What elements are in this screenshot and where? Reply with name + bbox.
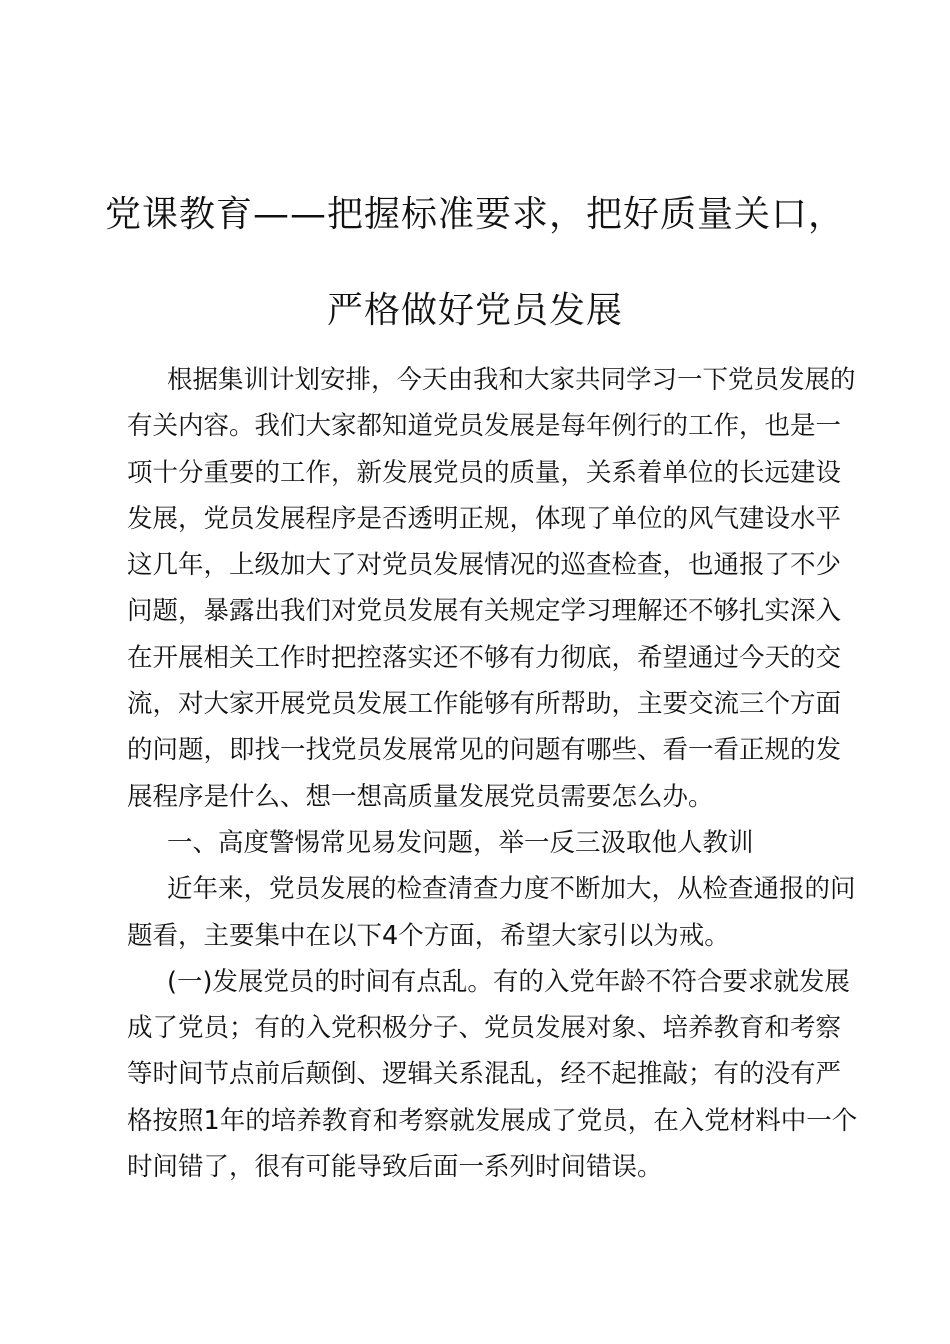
document-title-line-2: 严格做好党员发展 — [326, 290, 623, 331]
text-line: 根据集训计划安排，今天由我和大家共同学习一下党员发展的 — [167, 365, 856, 395]
document-body — [127, 357, 857, 1190]
text-line: 流，对大家开展党员发展工作能够有所帮助，主要交流三个方面 — [127, 689, 842, 720]
paragraph-intro — [127, 357, 857, 820]
text-line: 成了党员；有的入党积极分子、党员发展对象、培养教育和考察 — [127, 1013, 842, 1044]
text-line: 有关内容。我们大家都知道党员发展是每年例行的工作，也是一 — [127, 411, 842, 442]
text-line: 这几年，上级加大了对党员发展情况的巡查检查，也通报了不少 — [127, 550, 842, 581]
text-line: 发展，党员发展程序是否透明正规，体现了单位的风气建设水平 — [127, 503, 842, 534]
paragraph-overview — [127, 866, 857, 959]
text-line: 在开展相关工作时把控落实还不够有力彻底，希望通过今天的交 — [127, 642, 842, 673]
text-line: 题看，主要集中在以下4个方面，希望大家引以为戒。 — [127, 920, 730, 951]
text-line: 的问题，即找一找党员发展常见的问题有哪些、看一看正规的发 — [127, 735, 842, 766]
text-line: 等时间节点前后颠倒、逻辑关系混乱，经不起推敲；有的没有严 — [127, 1059, 842, 1090]
text-line: 格按照1年的培养教育和考察就发展成了党员，在入党材料中一个 — [127, 1105, 857, 1136]
text-line: 问题，暴露出我们对党员发展有关规定学习理解还不够扎实深入 — [127, 596, 842, 627]
text-line: 时间错了，很有可能导致后面一系列时间错误。 — [127, 1152, 663, 1183]
text-line: (一)发展党员的时间有点乱。有的入党年龄不符合要求就发展 — [167, 966, 850, 997]
text-line: 近年来，党员发展的检查清查力度不断加大，从检查通报的问 — [167, 874, 856, 905]
text-line: 展程序是什么、想一想高质量发展党员需要怎么办。 — [127, 781, 714, 812]
document-title-line-1: 党课教育——把握标准要求，把好质量关口， — [104, 194, 845, 235]
paragraph-issue-1 — [127, 959, 857, 1190]
text-line: 项十分重要的工作，新发展党员的质量，关系着单位的长远建设 — [127, 457, 842, 488]
section-heading-1: 一、高度警惕常见易发问题，举一反三汲取他人教训 — [167, 827, 754, 858]
